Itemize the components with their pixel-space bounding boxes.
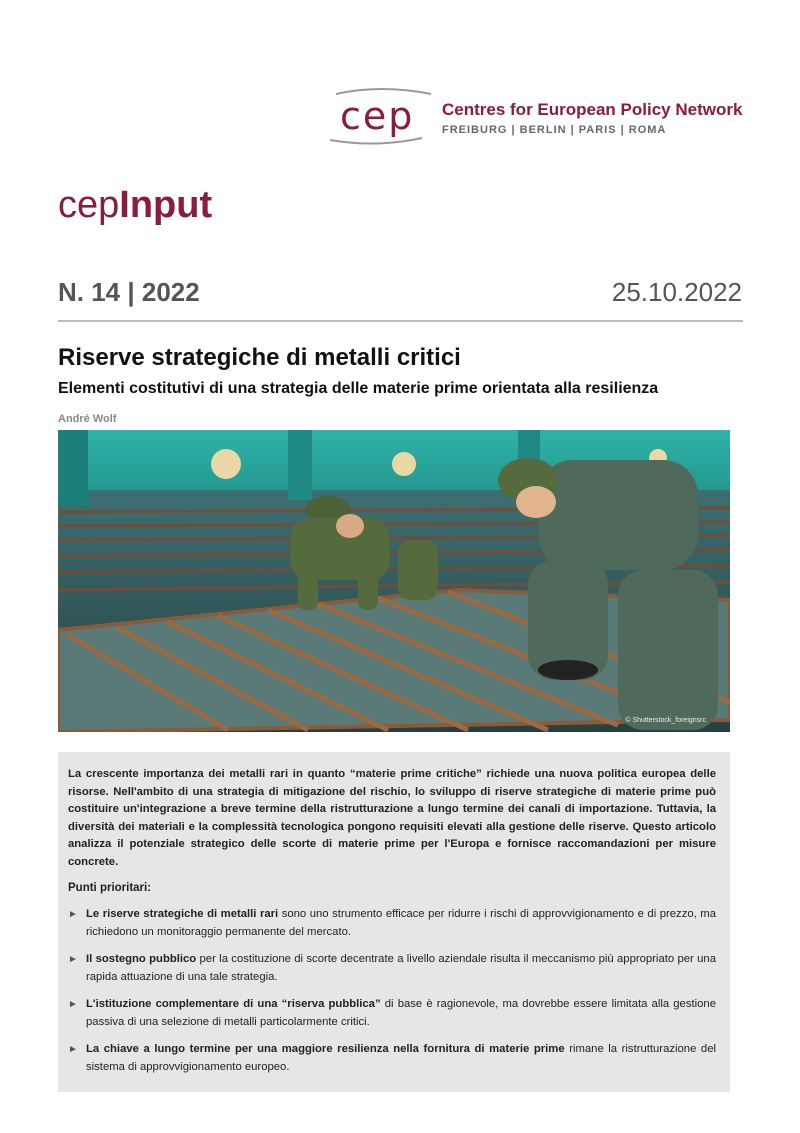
priority-item [68,951,716,986]
priority-lead: La chiave a lungo termine per una maggiore resilienza nella fornitura di materie prime [86,1043,565,1055]
triangle-bullet-icon: ► [68,909,78,920]
organization-name: Centres for European Policy Network [442,100,743,119]
priority-text: per la costituzione di scorte decentrate a livello aziendale risulta il meccanismo più appropriato per una rapida attuazione di una tale strategia. [86,953,716,983]
priority-text: sono uno strumento efficace per ridurre i rischi di approvvigionamento e di prezzo, ma richiedono un monitoraggio permanente del mercato. [86,908,716,938]
priority-text: rimane la ristrutturazione del sistema di approvvigionamento europeo. [86,1043,716,1073]
photo-credit: © Shutterstock_foreignsrc [625,717,706,724]
triangle-bullet-icon: ► [68,1044,78,1055]
cover-photo [58,430,730,732]
cep-logo [326,86,756,148]
issue-number: N. 14 | 2022 [58,277,200,307]
series-title [58,184,212,227]
priorities-heading: Punti prioritari: [68,882,152,894]
priorities-list [68,906,716,1086]
article-subtitle: Elementi costitutivi di una strategia delle materie prime orientata alla resilienza [58,380,659,397]
priority-lead: Il sostegno pubblico [86,953,197,965]
article-author: André Wolf [58,413,117,425]
priority-lead: L'istituzione complementare di una “riserva pubblica” [86,998,381,1010]
priority-item [68,1041,716,1076]
summary-intro: La crescente importanza dei metalli rari in quanto “materie prime critiche” richiede una nuova politica europea delle risorse. Nell'ambito di una strategia di mitigazione del rischio, lo sviluppo di riserve strategiche di materie prime può costituire un'integrazione a breve termine della ristrutturazione a lungo termine dei canali di importazione. Tuttavia, la diversità dei materiali e la complessità tecnologica pongono requisiti elevati alla gestione delle riserve. Questo articolo analizza il potenziale strategico delle scorte di materie prime per l'Europa e fornisce raccomandazioni per misure concrete. [68,768,716,868]
priority-item [68,906,716,941]
organization-cities: FREIBURG | BERLIN | PARIS | ROMA [442,124,667,136]
priority-lead: Le riserve strategiche di metalli rari [86,908,279,920]
summary-box [58,752,730,1092]
priority-item [68,996,716,1031]
divider [58,320,743,322]
series-prefix: cep [58,184,120,226]
issue-date: 25.10.2022 [611,277,742,307]
article-title: Riserve strategiche di metalli critici [58,344,461,371]
logo-mark: cep [340,94,415,138]
series-name: Input [119,184,213,226]
triangle-bullet-icon: ► [68,954,78,965]
priority-text: di base è ragionevole, ma dovrebbe essere limitata alla gestione passiva di una selezione di metalli particolarmente critici. [86,998,716,1028]
triangle-bullet-icon: ► [68,999,78,1010]
